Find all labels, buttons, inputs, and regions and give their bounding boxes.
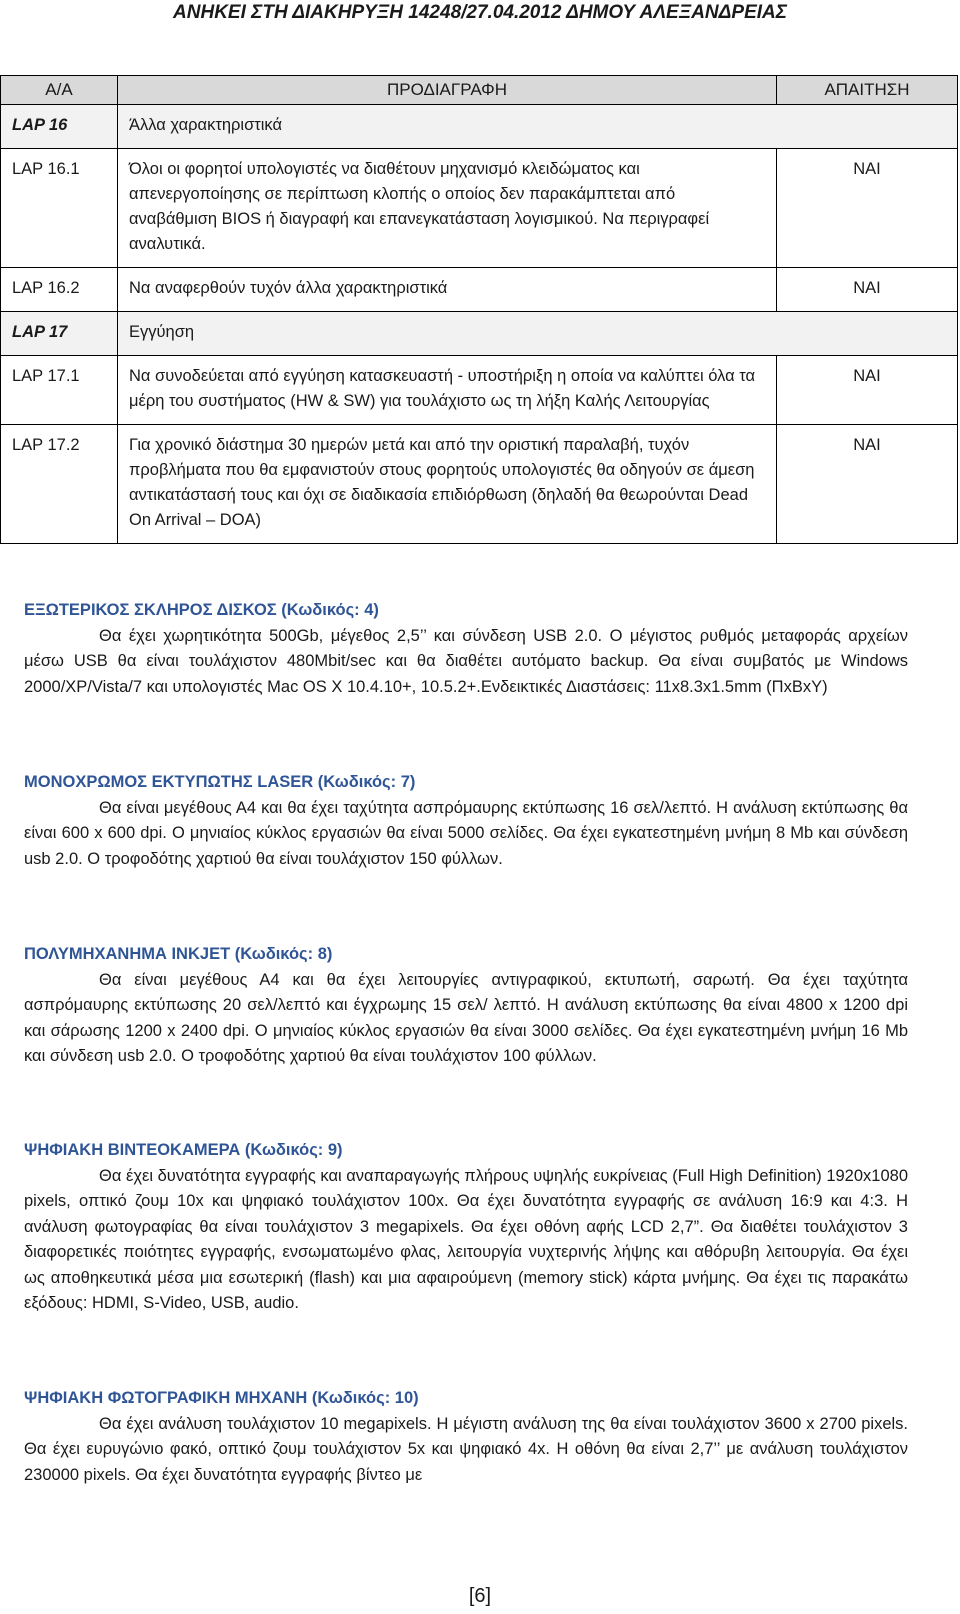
page-header: ΑΝΗΚΕΙ ΣΤΗ ΔΙΑΚΗΡΥΞΗ 14248/27.04.2012 ΔΗΜΟΥ ΑΛΕΞΑΝΔΡΕΙΑΣ: [173, 2, 787, 23]
section-title: ΕΞΩΤΕΡΙΚΟΣ ΣΚΛΗΡΟΣ ΔΙΣΚΟΣ (Κωδικός: 4): [24, 601, 379, 619]
page-number: [6]: [468, 1585, 492, 1607]
section-body: Θα έχει χωρητικότητα 500Gb, μέγεθος 2,5’’ και σύνδεση USB 2.0. Ο μέγιστος ρυθμός μεταφοράς αρχείων μέσω USB θα είναι τουλάχιστον 480Mbit/sec και θα διαθέτει αυτόματο backup. Θα είναι συμβατός με Windows 2000/XP/Vista/7 και υπολογιστές Mac OS X 10.4.10+, 10.5.2+.Ενδεικτικές Διαστάσεις: 11x8.3x1.5mm (ΠxBxY): [24, 626, 908, 696]
section-photo-camera: [24, 1386, 908, 1488]
row-id: LAP 16: [12, 116, 68, 134]
row-desc: Να αναφερθούν τυχόν άλλα χαρακτηριστικά: [129, 279, 448, 297]
row-desc: Εγγύηση: [129, 323, 195, 341]
header-req: ΑΠΑΙΤΗΣΗ: [777, 76, 958, 105]
table-row: [1, 105, 958, 149]
row-req: ΝΑΙ: [853, 279, 881, 297]
row-id: LAP 17.2: [12, 436, 80, 454]
spec-table: [0, 75, 958, 544]
section-laser-printer: [24, 770, 908, 872]
section-title: ΨΗΦΙΑΚΗ ΒΙΝΤΕΟΚΑΜΕΡΑ (Κωδικός: 9): [24, 1141, 343, 1159]
section-body: Θα είναι μεγέθους Α4 και θα έχει λειτουργίες αντιγραφικού, εκτυπωτή, σαρωτή. Θα έχει ταχύτητα ασπρόμαυρης εκτύπωσης 20 σελ/λεπτό και έγχρωμης 15 σελ/ λεπτό. Η ανάλυση εκτύπωσης θα είναι 4800 x 1200 dpi και σάρωσης 1200 x 2400 dpi. O μηνιαίος κύκλος εργασιών θα είναι 3000 σελίδες. Θα έχει εγκατεστημένη μνήμη 16 Mb και σύνδεση usb 2.0. O τροφοδότης χαρτιού θα είναι τουλάχιστον 100 φύλλων.: [24, 970, 908, 1065]
row-desc: Όλοι οι φορητοί υπολογιστές να διαθέτουν μηχανισμό κλειδώματος και απενεργοποίησης σε περίπτωση κλοπής ο οποίος δεν παρακάμπτεται από αναβάθμιση BIOS ή διαγραφή και επανεγκατάσταση λογισμικού. Να περιγραφεί αναλυτικά.: [129, 160, 710, 253]
table-header-row: [1, 76, 958, 105]
table-row: [1, 356, 958, 425]
section-title: ΠΟΛΥΜΗΧΑΝΗΜΑ INKJET (Κωδικός: 8): [24, 945, 333, 963]
row-req: ΝΑΙ: [853, 436, 881, 454]
row-id: LAP 16.2: [12, 279, 80, 297]
row-desc: Να συνοδεύεται από εγγύηση κατασκευαστή - υποστήριξη η οποία να καλύπτει όλα τα μέρη του συστήματος (HW & SW) για τουλάχιστο ως τη λήξη Καλής Λειτουργίας: [129, 367, 756, 410]
row-desc: Άλλα χαρακτηριστικά: [129, 116, 283, 134]
table-row: [1, 425, 958, 544]
section-title: ΨΗΦΙΑΚΗ ΦΩΤΟΓΡΑΦΙΚΗ ΜΗΧΑΝΗ (Κωδικός: 10): [24, 1389, 419, 1407]
header-id: Α/Α: [1, 76, 118, 105]
section-body: Θα έχει ανάλυση τουλάχιστον 10 megapixels. Η μέγιστη ανάλυση της θα είναι τουλάχιστον 3600 x 2700 pixels. Θα έχει ευρυγώνιο φακό, οπτικό ζουμ τουλάχιστον 5x και ψηφιακό 4x. Η οθόνη θα είναι 2,7’’ με ανάλυση τουλάχιστον 230000 pixels. Θα έχει δυνατότητα εγγραφής βίντεο με: [24, 1414, 908, 1484]
section-body: Θα είναι μεγέθους Α4 και θα έχει ταχύτητα ασπρόμαυρης εκτύπωσης 16 σελ/λεπτό. Η ανάλυση εκτύπωσης θα είναι 600 x 600 dpi. O μηνιαίος κύκλος εργασιών θα είναι 5000 σελίδες. Θα έχει εγκατεστημένη μνήμη 8 Mb και σύνδεση usb 2.0. O τροφοδότης χαρτιού θα είναι τουλάχιστον 150 φύλλων.: [24, 798, 908, 868]
row-id: LAP 16.1: [12, 160, 80, 178]
row-req: ΝΑΙ: [853, 367, 881, 385]
table-row: [1, 268, 958, 312]
section-external-disk: [24, 598, 908, 700]
section-inkjet-mfp: [24, 942, 908, 1070]
section-video-camera: [24, 1138, 908, 1317]
row-desc: Για χρονικό διάστημα 30 ημερών μετά και από την οριστική παραλαβή, τυχόν προβλήματα που θα εμφανιστούν στους φορητούς υπολογιστές θα οδηγούν σε άμεση αντικατάστασή τους και όχι σε διαδικασία επιδιόρθωση (δηλαδή θα θεωρούνται Dead On Arrival – DOA): [129, 436, 755, 529]
row-req: ΝΑΙ: [853, 160, 881, 178]
row-id: LAP 17.1: [12, 367, 80, 385]
header-spec: ΠΡΟΔΙΑΓΡΑΦΗ: [118, 76, 777, 105]
table-row: [1, 149, 958, 268]
table-row: [1, 312, 958, 356]
section-title: ΜΟΝΟΧΡΩΜΟΣ ΕΚΤΥΠΩΤΗΣ LASER (Κωδικός: 7): [24, 773, 416, 791]
section-body: Θα έχει δυνατότητα εγγραφής και αναπαραγωγής πλήρους υψηλής ευκρίνειας (Full High Definition) 1920x1080 pixels, οπτικό ζουμ 10x και ψηφιακό τουλάχιστον 100x. Θα έχει δυνατότητα εγγραφής σε ανάλυση 16:9 και 4:3. Η ανάλυση φωτογραφίας θα είναι τουλάχιστον 3 megapixels. Θα έχει οθόνη αφής LCD 2,7”. Θα διαθέτει τουλάχιστον 3 διαφορετικές ποιότητες εγγραφής, ενσωματωμένο φλας, λειτουργία νυχτερινής λήψης και αθόρυβη λειτουργία. Θα έχει ως αποθηκευτικά μέσα μια εσωτερική (flash) και μια αφαιρούμενη (memory stick) κάρτα μνήμης. Θα έχει τις παρακάτω εξόδους: HDMI, S-Video, USB, audio.: [24, 1166, 908, 1312]
row-id: LAP 17: [12, 323, 68, 341]
